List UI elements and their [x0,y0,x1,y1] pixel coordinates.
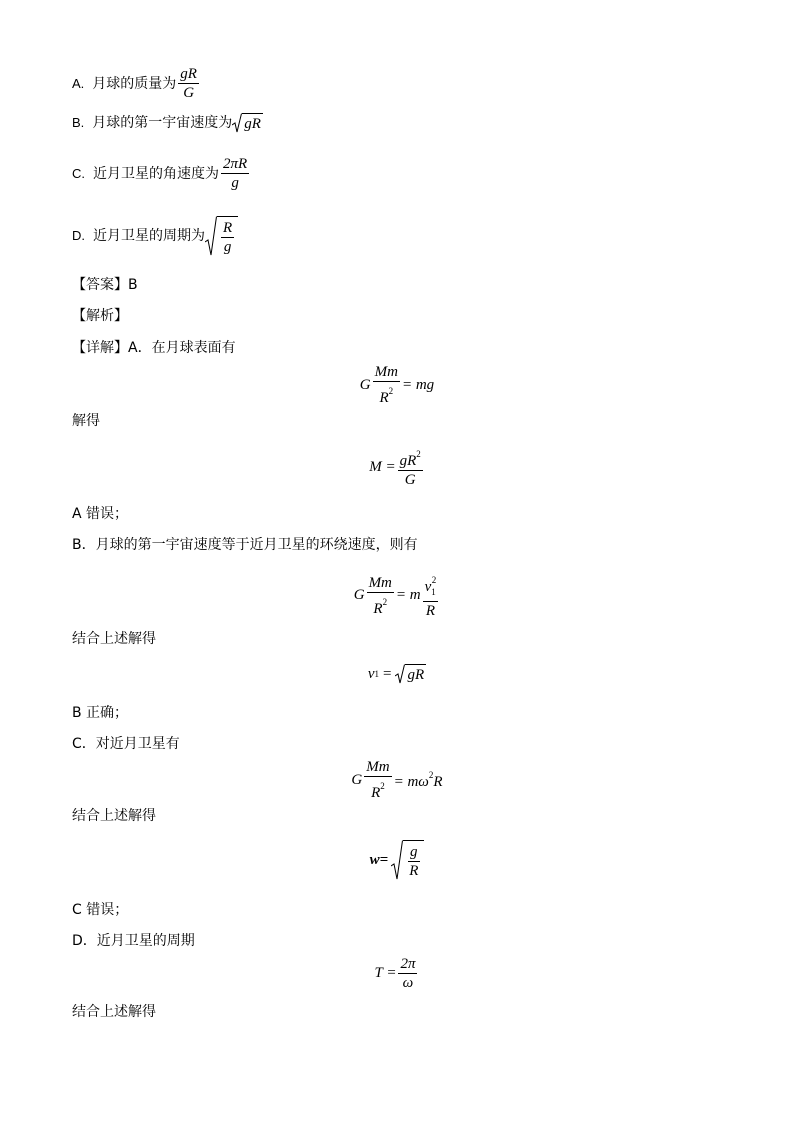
eq4-equals: = [383,665,392,682]
option-d-fraction [221,220,234,255]
b-right: B 正确； [72,705,129,721]
solve-text-1: 解得 [72,413,100,429]
eq5-numerator: Mm [366,759,390,775]
eq1-numerator: Mm [374,364,398,380]
option-c-numerator: 2πR [223,156,248,172]
c-text: C．对近月卫星有 [72,736,180,752]
eq3-fraction-1 [367,575,394,617]
eq2-left: M = [369,458,396,475]
option-d-radicand [217,216,238,256]
option-b [72,113,263,133]
eq4-radicand: gR [405,664,426,684]
option-a [72,66,201,101]
analysis-heading: 【解析】 [72,308,128,324]
detail-a-text: 【详解】A．在月球表面有 [72,340,236,356]
equation-5 [0,759,794,801]
eq7-denominator: ω [402,975,414,991]
option-a-denominator: G [183,85,195,101]
a-wrong: A 错误； [72,506,129,522]
eq2-fraction [398,446,423,488]
eq3-fraction-2 [423,572,439,619]
eq1-left: G [359,376,371,393]
option-b-text: 月球的第一宇宙速度为 [92,115,233,131]
eq4-sqrt [395,664,426,684]
option-d-label: D. [72,228,85,243]
option-a-numerator: gR [180,66,197,82]
equation-4 [0,664,794,684]
eq6-radicand [403,840,424,880]
option-d-text: 近月卫星的周期为 [93,228,205,244]
option-a-fraction [178,66,199,101]
option-d [72,216,238,256]
eq3-numerator-1: Mm [368,574,392,591]
eq7-fraction [398,956,417,991]
option-c-text: 近月卫星的角速度为 [93,165,219,182]
option-a-label: A. [72,75,85,91]
equation-1 [0,364,794,406]
eq3-left: G [353,587,365,603]
eq1-denominator: $R^2$ [379,386,394,406]
eq1-fraction [373,364,400,406]
eq3-mid: = m [395,587,421,603]
equation-6 [0,840,794,880]
radical-icon [232,113,242,133]
option-c-fraction [221,156,249,191]
combine-text-2: 结合上述解得 [72,808,156,824]
eq4-sub: 1 [374,669,380,679]
option-b-sqrt [232,113,263,133]
eq2-numerator: $gR^2$ [398,446,423,471]
radical-icon [205,216,217,256]
eq5-right: = $m\omega^2R$ [393,769,443,790]
combine-text-3: 结合上述解得 [72,1004,156,1020]
eq4-v: v [367,665,375,682]
eq7-numerator: 2π [400,956,416,972]
equation-3 [0,572,794,619]
eq6-numerator: g [410,843,418,860]
eq3-denominator-1: $R^2$ [373,596,388,617]
eq5-denominator: $R^2$ [371,781,385,801]
eq6-left: w= [369,851,389,868]
eq7-left: T = [374,965,397,981]
eq2-denominator: G [404,472,416,488]
eq3-denominator-2: R [425,603,436,619]
c-wrong: C 错误； [72,902,129,918]
option-d-sqrt [205,216,238,256]
combine-text-1: 结合上述解得 [72,631,156,647]
equation-2 [0,446,794,488]
equation-7 [0,956,794,991]
radical-icon [395,664,405,684]
d-text: D．近月卫星的周期 [72,933,195,949]
eq5-left: G [351,771,363,788]
eq6-denominator: R [409,862,419,879]
option-d-denominator: g [223,238,232,255]
option-b-label: B. [72,115,85,130]
option-d-numerator: R [223,219,233,236]
answer-line: 【答案】B [72,277,138,293]
eq6-sqrt [391,840,424,880]
option-a-text: 月球的质量为 [92,75,177,92]
option-c [72,156,251,191]
eq3-numerator-2: $v_1^2$ [423,572,439,602]
option-c-denominator: g [231,175,239,191]
b-text: B．月球的第一宇宙速度等于近月卫星的环绕速度，则有 [72,537,418,553]
eq5-fraction [364,759,391,801]
eq1-right: = mg [401,376,435,393]
option-b-radicand: gR [242,113,263,133]
option-c-label: C. [72,165,85,181]
radical-icon [391,840,403,880]
eq6-fraction [407,844,420,879]
